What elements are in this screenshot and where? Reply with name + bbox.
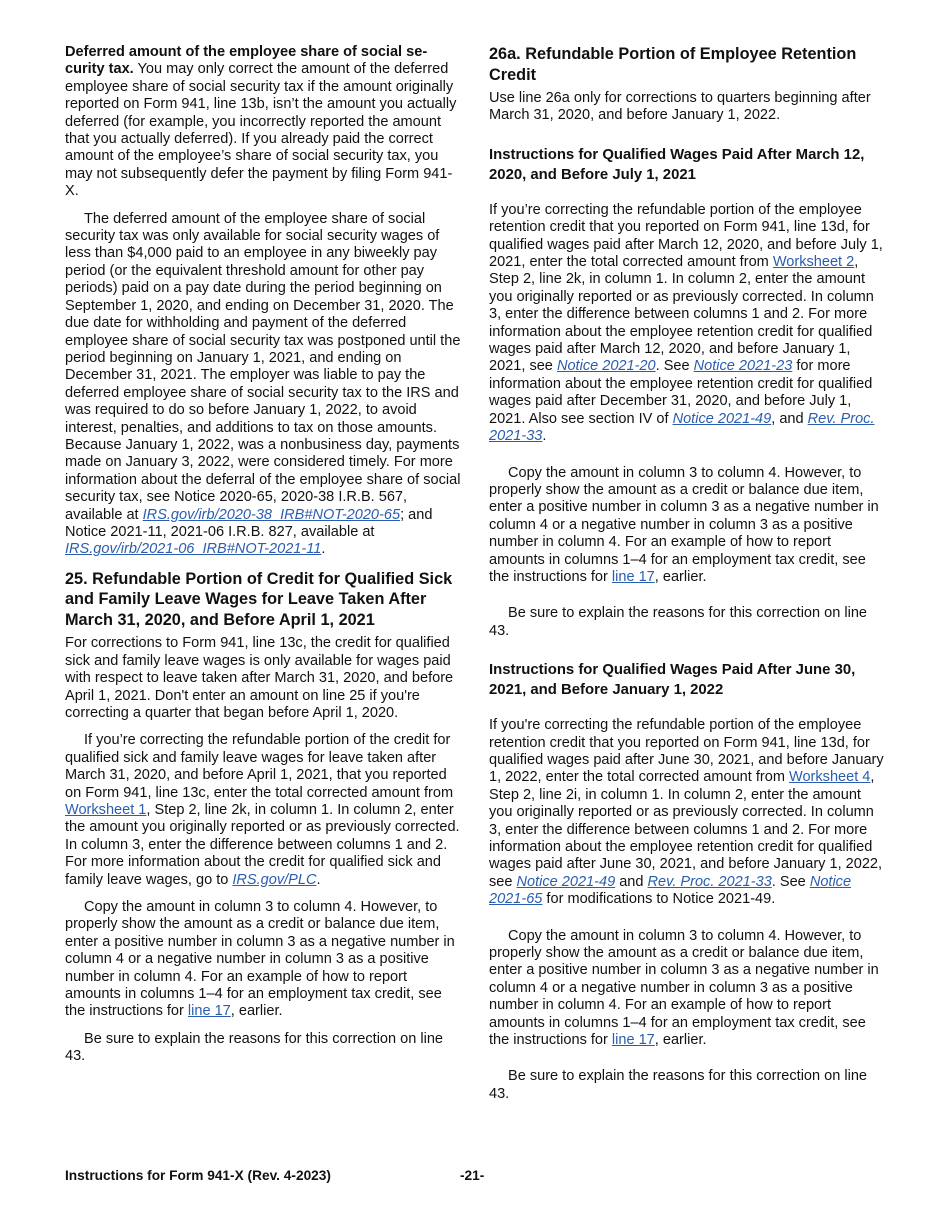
sub2-text-1: If you're correcting the refundable portion of the employee retention credit that you reported on Form 941, line 13d, for qualified wages paid after June 30, 2021, and before January 1, 2022, enter the total corrected amount from	[489, 717, 884, 786]
left-column	[65, 44, 463, 1066]
section-25-explain: Be sure to explain the reasons for this correction on line 43.	[65, 1030, 444, 1065]
sub2-correction-paragraph	[489, 717, 885, 908]
sub2-text-4: . See	[771, 873, 810, 890]
subsection-before-july-2021-heading: Instructions for Qualified Wages Paid After March 12, 2020, and Before July 1, 2021	[489, 146, 865, 183]
sub2-text-5: for modifications to Notice 2021-49.	[542, 891, 776, 908]
rev-proc-2021-33-link[interactable]: Rev. Proc. 2021-33	[489, 410, 875, 445]
s25-text-3: .	[316, 871, 321, 888]
deferral-text-2: ; and Notice 2021-11, 2021-06 I.R.B. 827, available at	[65, 506, 433, 540]
line-17-link[interactable]: line 17	[611, 1032, 655, 1049]
notice-2021-23-link[interactable]: Notice 2021-23	[693, 358, 793, 375]
sub2-text-3: and	[615, 873, 648, 890]
deferral-details-paragraph	[65, 211, 463, 559]
section-25-heading: 25. Refundable Portion of Credit for Qualified Sick and Family Leave Wages for Leave Taken After March 31, 2020, and Before April 1, 2021	[65, 569, 453, 629]
deferred-amount-paragraph	[65, 44, 463, 201]
notice-2021-49-link[interactable]: Notice 2021-49	[672, 410, 772, 427]
sub2-copy-paragraph	[489, 928, 885, 1050]
sub2-copy-text-2: , earlier.	[654, 1032, 707, 1049]
section-26a-intro: Use line 26a only for corrections to quarters beginning after March 31, 2020, and before January 1, 2022.	[489, 90, 871, 124]
page-number: -21-	[460, 1168, 485, 1183]
irs-plc-link[interactable]: IRS.gov/PLC	[232, 871, 317, 888]
sub1-copy-text-1: Copy the amount in column 3 to column 4. However, to properly show the amount as a credit or balance due item, enter a positive number in column 3 as a negative number in column 4 or a negative number in column 3 as a positive number in column 4. For an example of how to report amounts in columns 1–4 for an employment tax credit, see the instructions for	[489, 464, 879, 585]
sub1-text-2: , Step 2, line 2k, in column 1. In column 2, enter the amount you originally reported or as previously corrected. In column 3, enter the difference between columns 1 and 2. For more information about the employee retention credit for qualified wages paid after March 12, 2020, and before January 1, 2021, see	[489, 254, 874, 375]
sub1-copy-text-2: , earlier.	[654, 568, 707, 585]
worksheet-1-link[interactable]: Worksheet 1	[65, 801, 147, 818]
sub1-copy-paragraph	[489, 465, 885, 587]
line-17-link[interactable]: line 17	[187, 1003, 231, 1020]
section-25-correction-paragraph	[65, 732, 463, 889]
section-26a-heading: 26a. Refundable Portion of Employee Retention Credit	[489, 45, 857, 84]
notice-2021-49-link[interactable]: Notice 2021-49	[516, 873, 616, 890]
sub1-text-4: for more information about the employee retention credit for qualified wages paid after December 31, 2020, and before July 1, 2021. Also see section IV of	[489, 358, 873, 427]
deferred-amount-lead: Deferred amount of the employee share of social se-curity tax.	[65, 44, 428, 78]
sub1-text-5: , and	[771, 410, 808, 427]
s25-text-2: , Step 2, line 2k, in column 1. In column 2, enter the amount you originally reported or as previously corrected. In column 3, enter the difference between columns 1 and 2. For more information about the credit for qualified sick and family leave wages, go to	[65, 801, 460, 888]
rev-proc-2021-33-link[interactable]: Rev. Proc. 2021-33	[647, 873, 772, 890]
section-25-copy-paragraph	[65, 899, 463, 1021]
sub1-correction-paragraph	[489, 202, 885, 446]
subsection-before-jan-2022-heading: Instructions for Qualified Wages Paid After June 30, 2021, and Before January 1, 2022	[489, 662, 856, 699]
sub1-text-6: .	[542, 428, 547, 445]
worksheet-4-link[interactable]: Worksheet 4	[789, 769, 871, 786]
section-25-intro: For corrections to Form 941, line 13c, the credit for qualified sick and family leave wages is only available for wages paid with respect to leave taken after March 31, 2020, and before April 1, 2021. Don't enter an amount on line 25 if you're correcting a quarter that began before April 1, 2020.	[65, 635, 454, 721]
irb-2021-06-link[interactable]: IRS.gov/irb/2021-06_IRB#NOT-2021-11	[65, 541, 322, 558]
deferred-amount-text: You may only correct the amount of the deferred employee share of social security tax if the amount originally reported on Form 941, line 13b, isn’t the amount you actually deferred (for example, you incorrectly reported the amount that you actually deferred). If you already paid the correct amount of the employee’s share of social security tax, you may not subsequently defer the payment by filing Form 941-X.	[65, 61, 457, 200]
s25-copy-text-2: , earlier.	[230, 1003, 283, 1020]
deferral-text-1: The deferred amount of the employee share of social security tax was only available for social security wages of less than $4,000 paid to an employee in any biweekly pay period (or the equivalent threshold amount for other pay periods) paid on a pay date during the period beginning on September 1, 2020, and ending on December 31, 2020. The due date for withholding and payment of the deferred employee share of social security tax was postponed until the period beginning on January 1, 2021, and ending on December 31, 2021. The employer was liable to pay the deferred employee share of social security tax to the IRS and was required to do so before January 1, 2022, to avoid interest, penalties, and additions to tax on those amounts. Because January 1, 2022, was a nonbusiness day, payments made on January 3, 2022, were considered timely. For more information about the deferral of the employee share of social security tax, see Notice 2020-65, 2020-38 I.R.B. 567, available at	[65, 210, 461, 523]
sub1-text-3: . See	[655, 358, 694, 375]
sub1-text-1: If you’re correcting the refundable portion of the employee retention credit that you reported on Form 941, line 13d, for qualified wages paid after March 12, 2020, and before July 1, 2021, enter the total corrected amount from	[489, 201, 883, 271]
line-17-link[interactable]: line 17	[611, 568, 655, 585]
sub2-explain: Be sure to explain the reasons for this correction on line 43.	[489, 1068, 868, 1102]
page-footer	[65, 1168, 885, 1186]
irb-2020-38-link[interactable]: IRS.gov/irb/2020-38_IRB#NOT-2020-65	[142, 506, 401, 523]
right-column	[489, 44, 885, 1103]
deferral-text-3: .	[321, 541, 326, 558]
sub2-copy-text-1: Copy the amount in column 3 to column 4. However, to properly show the amount as a credit or balance due item, enter a positive number in column 3 as a negative number in column 4 or a negative number in column 3 as a positive number in column 4. For an example of how to report amounts in columns 1–4 for an employment tax credit, see the instructions for	[489, 927, 879, 1049]
s25-text-1: If you’re correcting the refundable portion of the credit for qualified sick and family leave wages for leave taken after March 31, 2020, and before April 1, 2021, that you reported on Form 941, line 13c, enter the total corrected amount from	[65, 732, 454, 801]
notice-2021-20-link[interactable]: Notice 2021-20	[556, 358, 656, 375]
sub1-explain: Be sure to explain the reasons for this correction on line 43.	[489, 605, 868, 639]
sub2-text-2: , Step 2, line 2i, in column 1. In column 2, enter the amount you originally reported or as previously corrected. In column 3, enter the difference between columns 1 and 2. For more information about the employee retention credit for qualified wages paid after June 30, 2021, and before January 1, 2022, see	[489, 769, 883, 890]
notice-2021-65-link[interactable]: Notice 2021-65	[489, 873, 852, 908]
footer-form-title: Instructions for Form 941-X (Rev. 4-2023)	[65, 1168, 331, 1183]
worksheet-2-link[interactable]: Worksheet 2	[772, 254, 855, 271]
s25-copy-text-1: Copy the amount in column 3 to column 4. However, to properly show the amount as a credit or balance due item, enter a positive number in column 3 as a negative number in column 4 or a negative number in column 3 as a positive number in column 4. For an example of how to report amounts in columns 1–4 for an employment tax credit, see the instructions for	[65, 898, 455, 1020]
